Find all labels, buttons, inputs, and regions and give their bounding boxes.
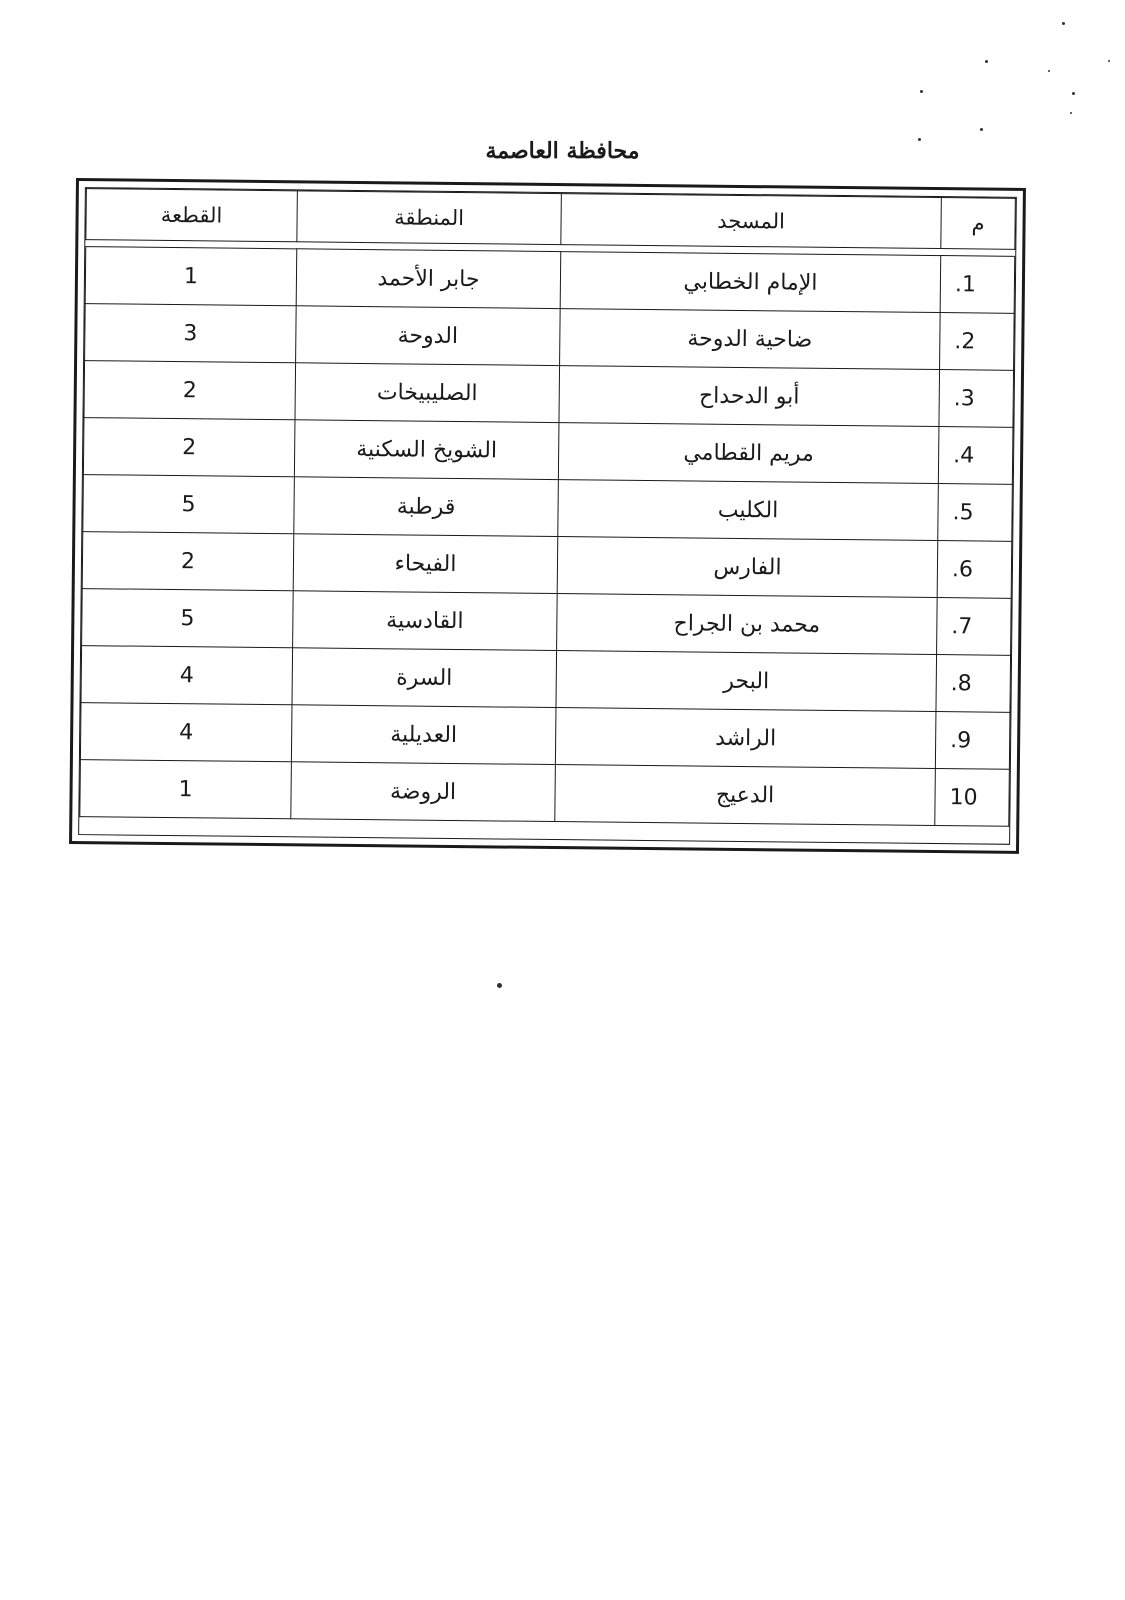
cell-mosque: محمد بن الجراح — [557, 594, 938, 655]
cell-index: 9. — [935, 712, 1010, 770]
scan-speck — [497, 983, 502, 988]
cell-area: العديلية — [291, 705, 556, 765]
cell-block: 3 — [85, 304, 297, 363]
table-row — [85, 247, 1015, 314]
table-row — [83, 418, 1013, 485]
scan-speck — [1070, 112, 1072, 114]
cell-mosque: الفارس — [557, 537, 938, 598]
cell-index: 4. — [938, 427, 1013, 485]
cell-area: الدوحة — [296, 306, 561, 366]
cell-area: الفيحاء — [293, 534, 558, 594]
cell-block: 1 — [85, 247, 297, 306]
cell-index: 7. — [937, 598, 1012, 656]
page-title: محافظة العاصمة — [485, 138, 640, 164]
cell-area: القادسية — [293, 591, 558, 651]
header-index: م — [941, 198, 1016, 250]
cell-area: الصليبيخات — [295, 363, 560, 423]
table-row — [80, 760, 1010, 827]
header-area: المنطقة — [297, 191, 562, 245]
cell-mosque: الكليب — [558, 480, 939, 541]
cell-mosque: ضاحية الدوحة — [560, 309, 941, 370]
cell-block: 2 — [83, 418, 295, 477]
cell-block: 5 — [82, 589, 294, 648]
cell-index: 1. — [940, 256, 1015, 314]
cell-index: 8. — [936, 655, 1011, 713]
table-row — [84, 361, 1014, 428]
header-mosque: المسجد — [561, 194, 942, 249]
cell-area: السرة — [292, 648, 557, 708]
cell-mosque: مريم القطامي — [558, 423, 939, 484]
header-block: القطعة — [86, 189, 298, 242]
cell-mosque: البحر — [556, 651, 937, 712]
cell-mosque: أبو الدحداح — [559, 366, 940, 427]
cell-index: 6. — [937, 541, 1012, 599]
table-row — [82, 589, 1012, 656]
cell-index: 10 — [935, 769, 1010, 827]
mosque-table — [79, 188, 1016, 827]
cell-block: 2 — [82, 532, 294, 591]
table-row — [80, 703, 1010, 770]
cell-area: الشويخ السكنية — [294, 420, 559, 480]
cell-mosque: الراشد — [555, 708, 936, 769]
cell-block: 5 — [83, 475, 295, 534]
mosque-table-inner — [78, 187, 1017, 845]
cell-block: 1 — [80, 760, 292, 819]
mosque-table-frame — [69, 178, 1026, 854]
scan-speck — [1108, 60, 1110, 62]
scan-speck — [920, 90, 923, 93]
cell-index: 2. — [940, 313, 1015, 371]
cell-index: 5. — [938, 484, 1013, 542]
cell-area: الروضة — [291, 762, 556, 822]
cell-index: 3. — [939, 370, 1014, 428]
cell-mosque: الدعيج — [555, 765, 936, 826]
scan-speck — [985, 60, 988, 63]
scan-speck — [1072, 92, 1075, 95]
scan-speck — [1062, 22, 1065, 25]
cell-block: 4 — [80, 703, 292, 762]
cell-block: 4 — [81, 646, 293, 705]
cell-area: جابر الأحمد — [296, 249, 561, 309]
cell-block: 2 — [84, 361, 296, 420]
scan-speck — [1048, 70, 1050, 72]
table-row — [82, 532, 1012, 599]
table-row — [85, 304, 1015, 371]
cell-area: قرطبة — [294, 477, 559, 537]
table-row — [83, 475, 1013, 542]
scan-speck — [980, 128, 983, 131]
cell-mosque: الإمام الخطابي — [560, 252, 941, 313]
table-row — [81, 646, 1011, 713]
